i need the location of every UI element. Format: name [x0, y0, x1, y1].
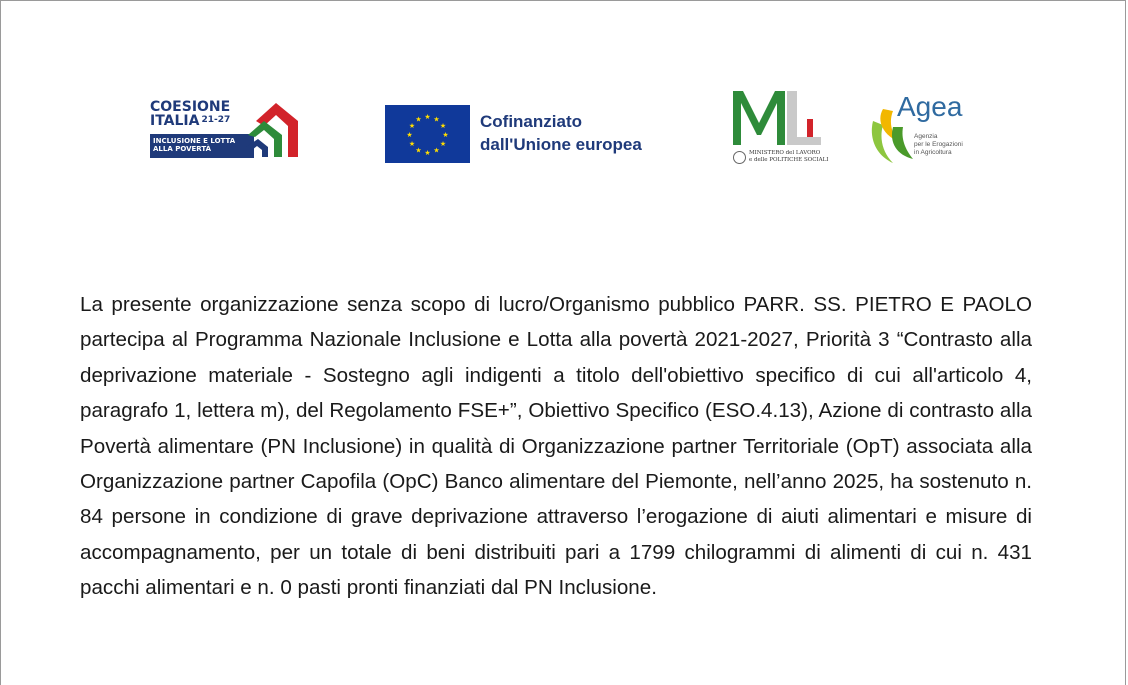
- agea-subtitle: [914, 133, 963, 157]
- svg-text:★: ★: [433, 146, 440, 155]
- svg-text:★: ★: [406, 131, 413, 139]
- logo-header: [1, 1, 1125, 201]
- coesione-line2: [150, 113, 230, 129]
- ministero-text: [749, 150, 828, 164]
- svg-text:★: ★: [439, 122, 447, 130]
- coesione-years: 21-27: [201, 115, 231, 125]
- ml-monogram-icon: [729, 89, 825, 149]
- svg-text:★: ★: [415, 115, 422, 124]
- eu-text-line1: Cofinanziato: [480, 112, 582, 131]
- svg-text:★: ★: [408, 122, 416, 130]
- agea-name: Agea: [897, 91, 963, 122]
- eu-text-line2: dall'Unione europea: [480, 135, 642, 154]
- svg-text:★: ★: [408, 140, 416, 148]
- ministero-line1: MINISTERO del LAVORO: [749, 150, 821, 156]
- coesione-italia-logo: [150, 99, 302, 161]
- eu-cofinanced-logo: [385, 105, 665, 163]
- eu-flag-icon: [385, 105, 470, 163]
- svg-text:★: ★: [424, 149, 431, 157]
- svg-text:★: ★: [415, 146, 422, 155]
- svg-text:★: ★: [439, 140, 447, 148]
- coesione-tag-line2: ALLA POVERTÀ: [153, 145, 212, 153]
- republic-emblem-icon: [733, 151, 746, 164]
- body-paragraph: La presente organizzazione senza scopo di lucro/Organismo pubblico PARR. SS. PIETRO E PAOLO partecipa al Programma Nazionale Inclusione e Lotta alla povertà 2021-2027, Priorità 3 “Contrasto alla deprivazione materiale - Sostegno agli indigenti a titolo dell'obiettivo specifico di cui all'articolo 4, paragrafo 1, lettera m), del Regolamento FSE+”, Obiettivo Specifico (ESO.4.13), Azione di contrasto alla Povertà alimentare (PN Inclusione) in qualità di Organizzazione partner Territoriale (OpT) associata alla Organizzazione partner Capofila (OpC) Banco alimentare del Piemonte, nell’anno 2025, ha sostenuto n. 84 persone in condizione di grave deprivazione attraverso l’erogazione di aiuti alimentari e misure di accompagnamento, per un totale di beni distribuiti pari a 1799 chilogrammi di alimenti di cui n. 431 pacchi alimentari e n. 0 pasti pronti finanziati dal PN Inclusione.: [80, 293, 1032, 600]
- coesione-tag-line1: INCLUSIONE E LOTTA: [153, 137, 236, 145]
- agea-sub2: per le Erogazioni: [914, 141, 963, 148]
- coesione-italia-word: ITALIA: [150, 113, 200, 129]
- coesione-line1: COESIONE: [150, 99, 231, 115]
- coesione-arrows-icon: [246, 99, 302, 159]
- agea-logo: [867, 91, 977, 171]
- agea-sub1: Agenzia: [914, 133, 938, 140]
- coesione-tag: [150, 134, 254, 158]
- svg-text:★: ★: [442, 131, 449, 139]
- agea-sub3: in Agricoltura: [914, 149, 952, 156]
- svg-text:★: ★: [433, 115, 440, 124]
- ministero-line2: e delle POLITICHE SOCIALI: [749, 157, 829, 163]
- ministero-lavoro-logo: [729, 89, 829, 169]
- svg-text:★: ★: [424, 113, 431, 121]
